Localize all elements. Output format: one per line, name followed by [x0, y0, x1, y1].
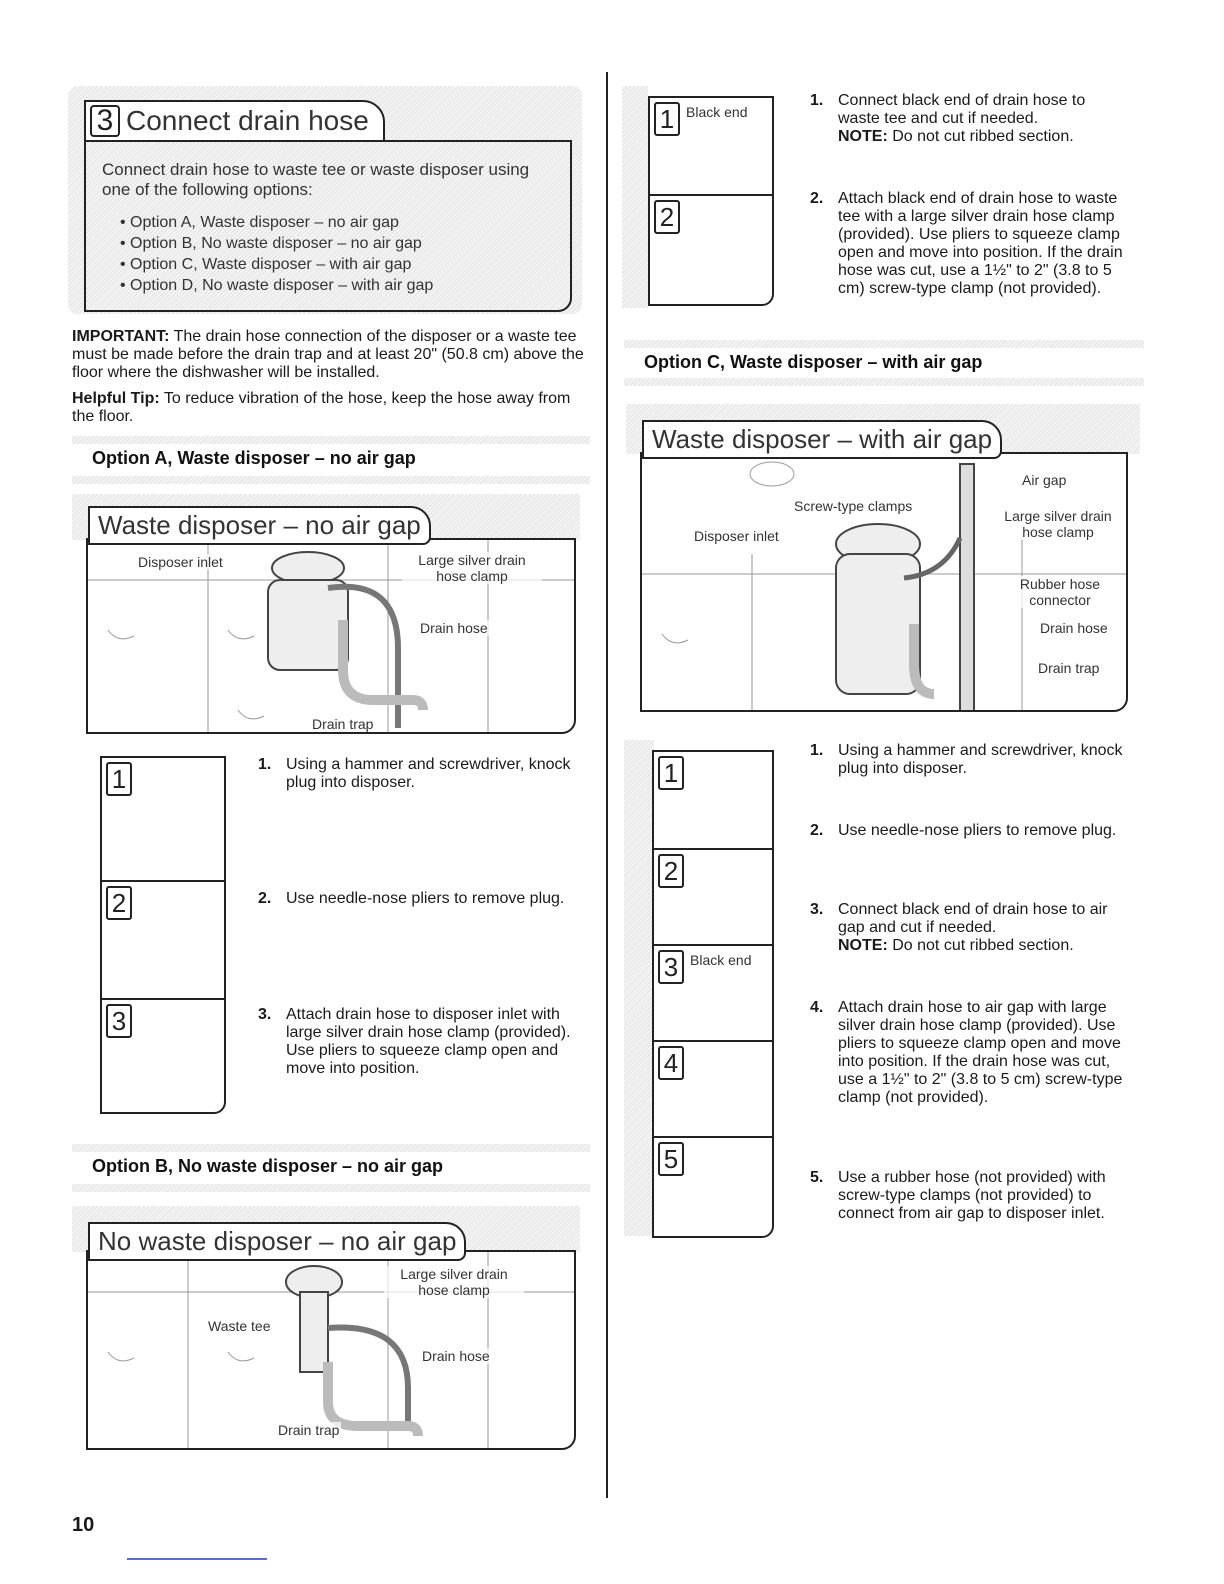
option-a-step	[258, 890, 574, 930]
step-text: Using a hammer and screwdriver, knock plug into disposer.	[286, 756, 571, 791]
heading-rule-top	[624, 340, 1144, 348]
step-cell-number: 4	[658, 1046, 684, 1080]
option-c-strip-backdrop	[624, 740, 654, 1236]
option-c-step	[810, 742, 1130, 782]
step-cell-number: 2	[106, 886, 132, 920]
option-a-heading: Option A, Waste disposer – no air gap	[92, 448, 416, 468]
step-cell	[654, 1042, 772, 1138]
step-number: 3.	[258, 1006, 272, 1023]
step-cell	[102, 1000, 224, 1114]
step-text: Using a hammer and screwdriver, knock plug into disposer.	[838, 742, 1123, 777]
label-rubber-hose-connector: Rubber hose connector	[1010, 576, 1110, 608]
label-disposer-inlet: Disposer inlet	[694, 528, 779, 544]
step3-number: 3	[90, 105, 120, 137]
option-a-step-strip	[100, 756, 226, 1114]
option-list-item: • Option A, Waste disposer – no air gap	[120, 214, 399, 231]
step3-intro: Connect drain hose to waste tee or waste disposer using one of the following options:	[102, 160, 530, 199]
important-text: The drain hose connection of the disposer or a waste tee must be made before the drain trap and at least 20" (50.8 cm) above the floor where the dishwasher will be installed.	[72, 328, 584, 381]
step-text: Attach drain hose to disposer inlet with large silver drain hose clamp (provided). Use pliers to squeeze clamp open and move into position.	[286, 1006, 571, 1077]
label-clamp: Large silver drain hose clamp	[384, 1266, 524, 1298]
option-a-heading-bar	[72, 436, 590, 484]
step-number: 1.	[258, 756, 272, 773]
column-divider	[606, 72, 608, 1498]
step-number: 3.	[810, 901, 824, 918]
heading-rule-bottom	[624, 378, 1144, 386]
tip-text: To reduce vibration of the hose, keep the hose away from the floor.	[72, 390, 571, 425]
label-drain-trap: Drain trap	[312, 716, 374, 732]
step3-options	[120, 212, 540, 296]
step-cell	[650, 98, 772, 196]
step-text: Use a rubber hose (not provided) with screw-type clamps (not provided) to connect from air gap to disposer inlet.	[838, 1169, 1106, 1222]
heading-rule-bottom	[72, 1184, 590, 1192]
note-label: NOTE:	[838, 937, 888, 954]
page-number: 10	[72, 1514, 95, 1536]
step-cell-number: 3	[658, 950, 684, 984]
black-end-label: Black end	[686, 104, 748, 120]
step-cell	[102, 758, 224, 882]
step-number: 2.	[810, 822, 824, 839]
option-a-step	[258, 1006, 574, 1086]
note-text: Do not cut ribbed section.	[892, 128, 1074, 145]
option-c-step	[810, 901, 1130, 961]
footer-link-underline	[127, 1558, 267, 1560]
option-c-step	[810, 1169, 1130, 1249]
step-number: 4.	[810, 999, 824, 1016]
step-cell-number: 1	[658, 756, 684, 790]
step-cell-number: 1	[654, 102, 680, 136]
step-text: Use needle-nose pliers to remove plug.	[838, 822, 1117, 839]
option-list-item: • Option B, No waste disposer – no air gap	[120, 235, 422, 252]
label-drain-hose: Drain hose	[422, 1348, 490, 1364]
step-number: 5.	[810, 1169, 824, 1186]
label-screw-type-clamps: Screw-type clamps	[794, 498, 913, 514]
option-list-item: • Option C, Waste disposer – with air gap	[120, 256, 412, 273]
step-cell	[654, 850, 772, 946]
figure-b-box	[86, 1250, 576, 1450]
figure-c-box	[640, 452, 1128, 712]
important-paragraph	[72, 328, 584, 382]
option-a-step	[258, 756, 574, 796]
step-cell-number: 2	[654, 200, 680, 234]
heading-rule-bottom	[72, 476, 590, 484]
figure-a-box	[86, 538, 576, 734]
label-drain-trap: Drain trap	[1038, 660, 1100, 676]
step-cell	[654, 752, 772, 850]
tip-label: Helpful Tip:	[72, 390, 160, 407]
step-number: 1.	[810, 92, 824, 109]
option-c-step	[810, 999, 1130, 1129]
step-cell	[102, 882, 224, 1000]
step-text: Use needle-nose pliers to remove plug.	[286, 890, 565, 907]
heading-rule-top	[72, 436, 590, 444]
step-main-text: Connect black end of drain hose to waste tee and cut if needed.	[838, 92, 1086, 127]
label-air-gap: Air gap	[1022, 472, 1067, 488]
option-c-heading: Option C, Waste disposer – with air gap	[644, 352, 983, 372]
option-list-item: • Option D, No waste disposer – with air gap	[120, 277, 434, 294]
option-c-step	[810, 822, 1130, 862]
option-b-strip-backdrop	[622, 86, 648, 308]
option-b-step	[810, 92, 1130, 152]
step-number: 2.	[258, 890, 272, 907]
figure-a-title: Waste disposer – no air gap	[88, 506, 431, 545]
step-text	[838, 901, 1130, 955]
label-drain-hose: Drain hose	[1040, 620, 1108, 636]
tip-paragraph	[72, 390, 584, 426]
note-label: NOTE:	[838, 128, 888, 145]
label-drain-trap: Drain trap	[278, 1422, 340, 1438]
label-drain-hose: Drain hose	[420, 620, 488, 636]
black-end-label: Black end	[690, 952, 752, 968]
step3-header	[84, 100, 385, 142]
note-text: Do not cut ribbed section.	[892, 937, 1074, 954]
figure-c-title: Waste disposer – with air gap	[642, 420, 1002, 459]
option-b-heading-bar	[72, 1144, 590, 1192]
step-cell	[654, 1138, 772, 1238]
step-text	[838, 92, 1130, 146]
step-cell-number: 2	[658, 854, 684, 888]
step-text: Attach black end of drain hose to waste tee with a large silver drain hose clamp (provided). Use pliers to squeeze clamp open and move into position. If the drain hose was cut, use a 1½" to 2" (3.8 to 5 cm) screw-type clamp (not provided).	[838, 190, 1123, 297]
step-main-text: Connect black end of drain hose to air gap and cut if needed.	[838, 901, 1108, 936]
option-b-step	[810, 190, 1130, 320]
step-text: Attach drain hose to air gap with large silver drain hose clamp (provided). Use pliers to squeeze clamp open and move into position. If the drain hose was cut, use a 1½" to 2" (3.8 to 5 cm) screw-type clamp (not provided).	[838, 999, 1123, 1106]
option-c-heading-bar	[624, 340, 1144, 388]
option-b-step-strip	[648, 96, 774, 306]
figure-b-title: No waste disposer – no air gap	[88, 1222, 466, 1261]
label-waste-tee: Waste tee	[208, 1318, 271, 1334]
important-label: IMPORTANT:	[72, 328, 170, 345]
step-cell	[654, 946, 772, 1042]
option-c-step-strip	[652, 750, 774, 1238]
label-clamp: Large silver drain hose clamp	[990, 508, 1126, 540]
option-b-heading: Option B, No waste disposer – no air gap	[92, 1156, 444, 1176]
label-clamp: Large silver drain hose clamp	[402, 552, 542, 584]
label-disposer-inlet: Disposer inlet	[138, 554, 223, 570]
step-cell-number: 1	[106, 762, 132, 796]
step-cell-number: 3	[106, 1004, 132, 1038]
step-cell	[650, 196, 772, 306]
step3-title: Connect drain hose	[126, 105, 369, 136]
step-cell-number: 5	[658, 1142, 684, 1176]
step-number: 1.	[810, 742, 824, 759]
heading-rule-top	[72, 1144, 590, 1152]
step-number: 2.	[810, 190, 824, 207]
